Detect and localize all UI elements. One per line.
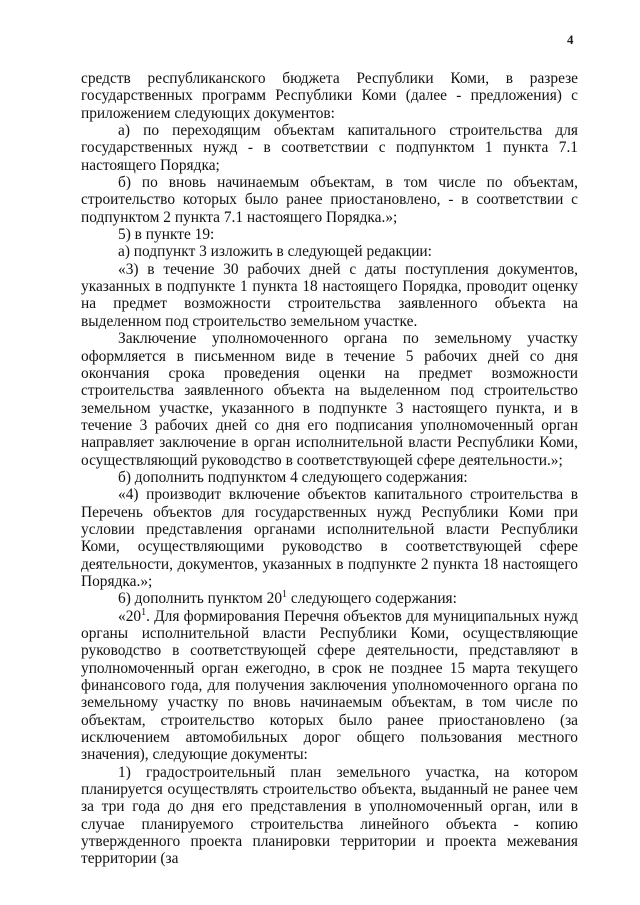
paragraph-item-a-transitional: а) по переходящим объектам капитального строительства для государственных нужд - в соответствии с подпунктом 1 пункта 7.1 настоящего Порядка; [81,122,578,174]
paragraph-doc-item-1: 1) градостроительный план земельного участка, на котором планируется осуществлять строительство объекта, выданный не ранее чем за три года до дня его представления в уполномоченный орган, или в случае планируемого строительства линейного объекта - копию утвержденного проекта планировки территории и проекта межевания территории (за [81,763,578,868]
paragraph-point-20-1-text-after: . Для формирования Перечня объектов для муниципальных нужд органы исполнительной власти Республики Коми, осуществляющие руководство в соответствующей сфере деятельности, представляют в уполномоченный орган ежегодно, в срок не позднее 15 марта текущего финансового года, для получения заключения уполномоченного органа по земельному участку по вновь начинаемым объектам, в том числе по объектам, строительство которых было ранее приостановлено (за исключением автомобильных дорог общего пользования местного значения), следующие документы: [81,607,578,764]
paragraph-point-20-1-text-before: «20 [118,607,142,625]
paragraph-subpoint-4: «4) производит включение объектов капитального строительства в Перечень объектов для государственных нужд Республики Коми при условии представления органами исполнительной власти Республики Коми, осуществляющими руководство в соответствующей сфере деятельности, документов, указанных в подпункте 2 пункта 18 настоящего Порядка.»; [81,486,578,590]
paragraph-conclusion: Заключение уполномоченного органа по земельному участку оформляется в письменном виде в течение 5 рабочих дней со дня окончания срока проведения оценки на предмет возможности строительства заявленного объекта на выделенном под строительство земельном участке, указанного в подпункте 3 настоящего пункта, и в течение 3 рабочих дней со дня его подписания уполномоченный орган направляет заключение в орган исполнительной власти Республики Коми, осуществляющий руководство в соответствующей сфере деятельности.»; [81,330,578,469]
document-body [81,70,578,868]
paragraph-point-6-text-before: 6) дополнить пунктом 20 [118,590,283,608]
paragraph-point-20-1 [81,608,578,764]
superscript-1: 1 [141,606,147,618]
paragraph-point-6-text-after: следующего содержания: [287,590,457,608]
paragraph-point-5-b: б) дополнить подпунктом 4 следующего содержания: [118,468,468,486]
paragraph-point-5: 5) в пункте 19: [118,226,215,244]
superscript-1: 1 [282,589,288,601]
paragraph-intro: средств республиканского бюджета Республики Коми, в разрезе государственных программ Республики Коми (далее - предложения) с приложением следующих документов: [81,70,578,122]
paragraph-subpoint-3: «3) в течение 30 рабочих дней с даты поступления документов, указанных в подпункте 1 пункта 18 настоящего Порядка, проводит оценку на предмет возможности строительства заявленного объекта на выделенном под строительство земельном участке. [81,260,578,330]
paragraph-item-b-new: б) по вновь начинаемым объектам, в том числе по объектам, строительство которых было ранее приостановлено, - в соответствии с подпунктом 2 пункта 7.1 настоящего Порядка.»; [81,174,578,226]
page-number: 4 [567,32,574,47]
paragraph-point-5-a: а) подпункт 3 изложить в следующей редакции: [118,243,432,261]
paragraph-point-6 [81,590,578,607]
